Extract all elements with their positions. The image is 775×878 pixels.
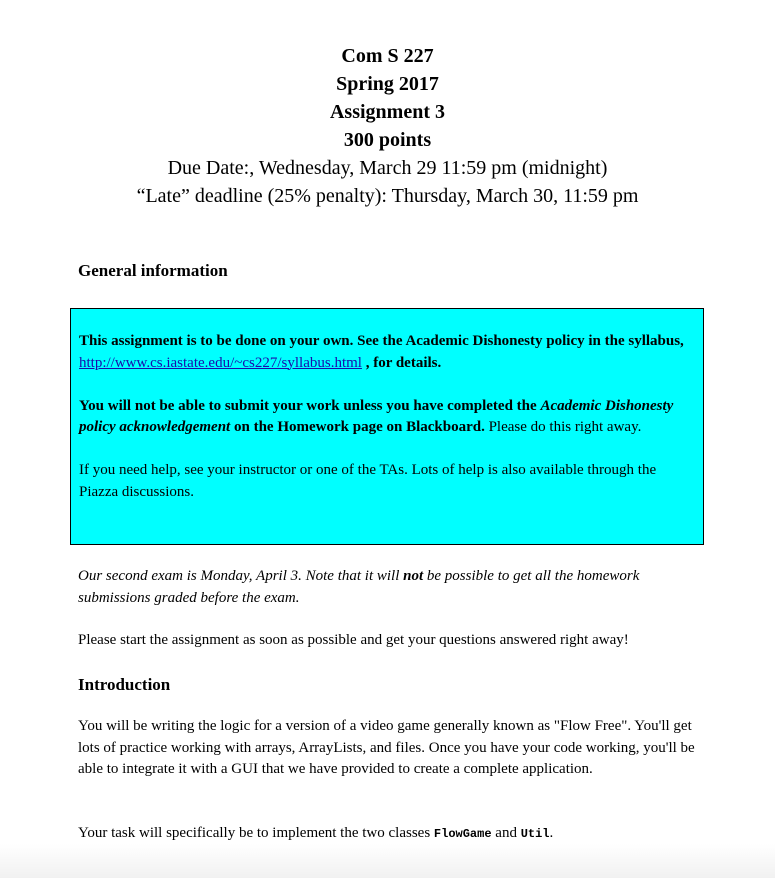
notice-p1-text-b: , for details.: [361, 354, 442, 371]
assignment-title: Assignment 3: [329, 101, 445, 123]
notice-p2-text-b: on the Homework page on Blackboard.: [230, 419, 485, 435]
academic-notice-box: [70, 308, 704, 545]
start-note: Please start the assignment as soon as possible and get your questions answered right away!: [78, 632, 629, 648]
term-label: Spring 2017: [336, 73, 439, 95]
task-text-b: and: [491, 825, 521, 841]
class-name-util: Util: [520, 827, 550, 841]
points-label: 300 points: [343, 129, 432, 151]
notice-p1-text-a: This assignment is to be done on your own. See the Academic Dishonesty policy in the syllabus,: [79, 333, 684, 349]
class-name-flowgame: FlowGame: [433, 827, 492, 841]
introduction-paragraph: You will be writing the logic for a version of a video game generally known as "Flow Free". You'll get lots of practice working with arrays, ArrayLists, and files. Once you have your code working, you'll be able to integrate it with a GUI that we have provided to create a complete application.: [78, 718, 695, 777]
task-text-a: Your task will specifically be to implement the two classes: [78, 825, 434, 841]
notice-paragraph-1: [79, 331, 697, 374]
due-date: Due Date:, Wednesday, March 29 11:59 pm (midnight): [167, 157, 608, 179]
syllabus-link[interactable]: http://www.cs.iastate.edu/~cs227/syllabus.html: [79, 354, 362, 371]
exam-note-text-a: Our second exam is Monday, April 3. Note that it will: [78, 568, 404, 584]
notice-paragraph-3: If you need help, see your instructor or one of the TAs. Lots of help is also available through the Piazza discussions.: [79, 462, 657, 500]
notice-p2-text-a: You will not be able to submit your work unless you have completed the: [79, 397, 541, 414]
course-title: Com S 227: [341, 45, 434, 67]
document-header: [0, 42, 775, 210]
task-paragraph: [78, 823, 708, 846]
exam-note-emphasis: not: [403, 568, 424, 584]
late-deadline: “Late” deadline (25% penalty): Thursday, March 30, 11:59 pm: [136, 185, 639, 207]
notice-paragraph-2: [79, 396, 697, 439]
introduction-heading: Introduction: [78, 675, 171, 694]
general-information-heading: General information: [78, 261, 228, 280]
page-bottom-fade: [0, 844, 775, 878]
notice-p2-text-c: Please do this right away.: [484, 419, 642, 435]
task-text-c: .: [549, 825, 554, 841]
notice-p2-italic: Academic Dishonesty policy acknowledgement: [79, 397, 674, 435]
exam-note: [78, 566, 708, 609]
exam-note-text-b: be possible to get all the homework submissions graded before the exam.: [78, 568, 640, 606]
